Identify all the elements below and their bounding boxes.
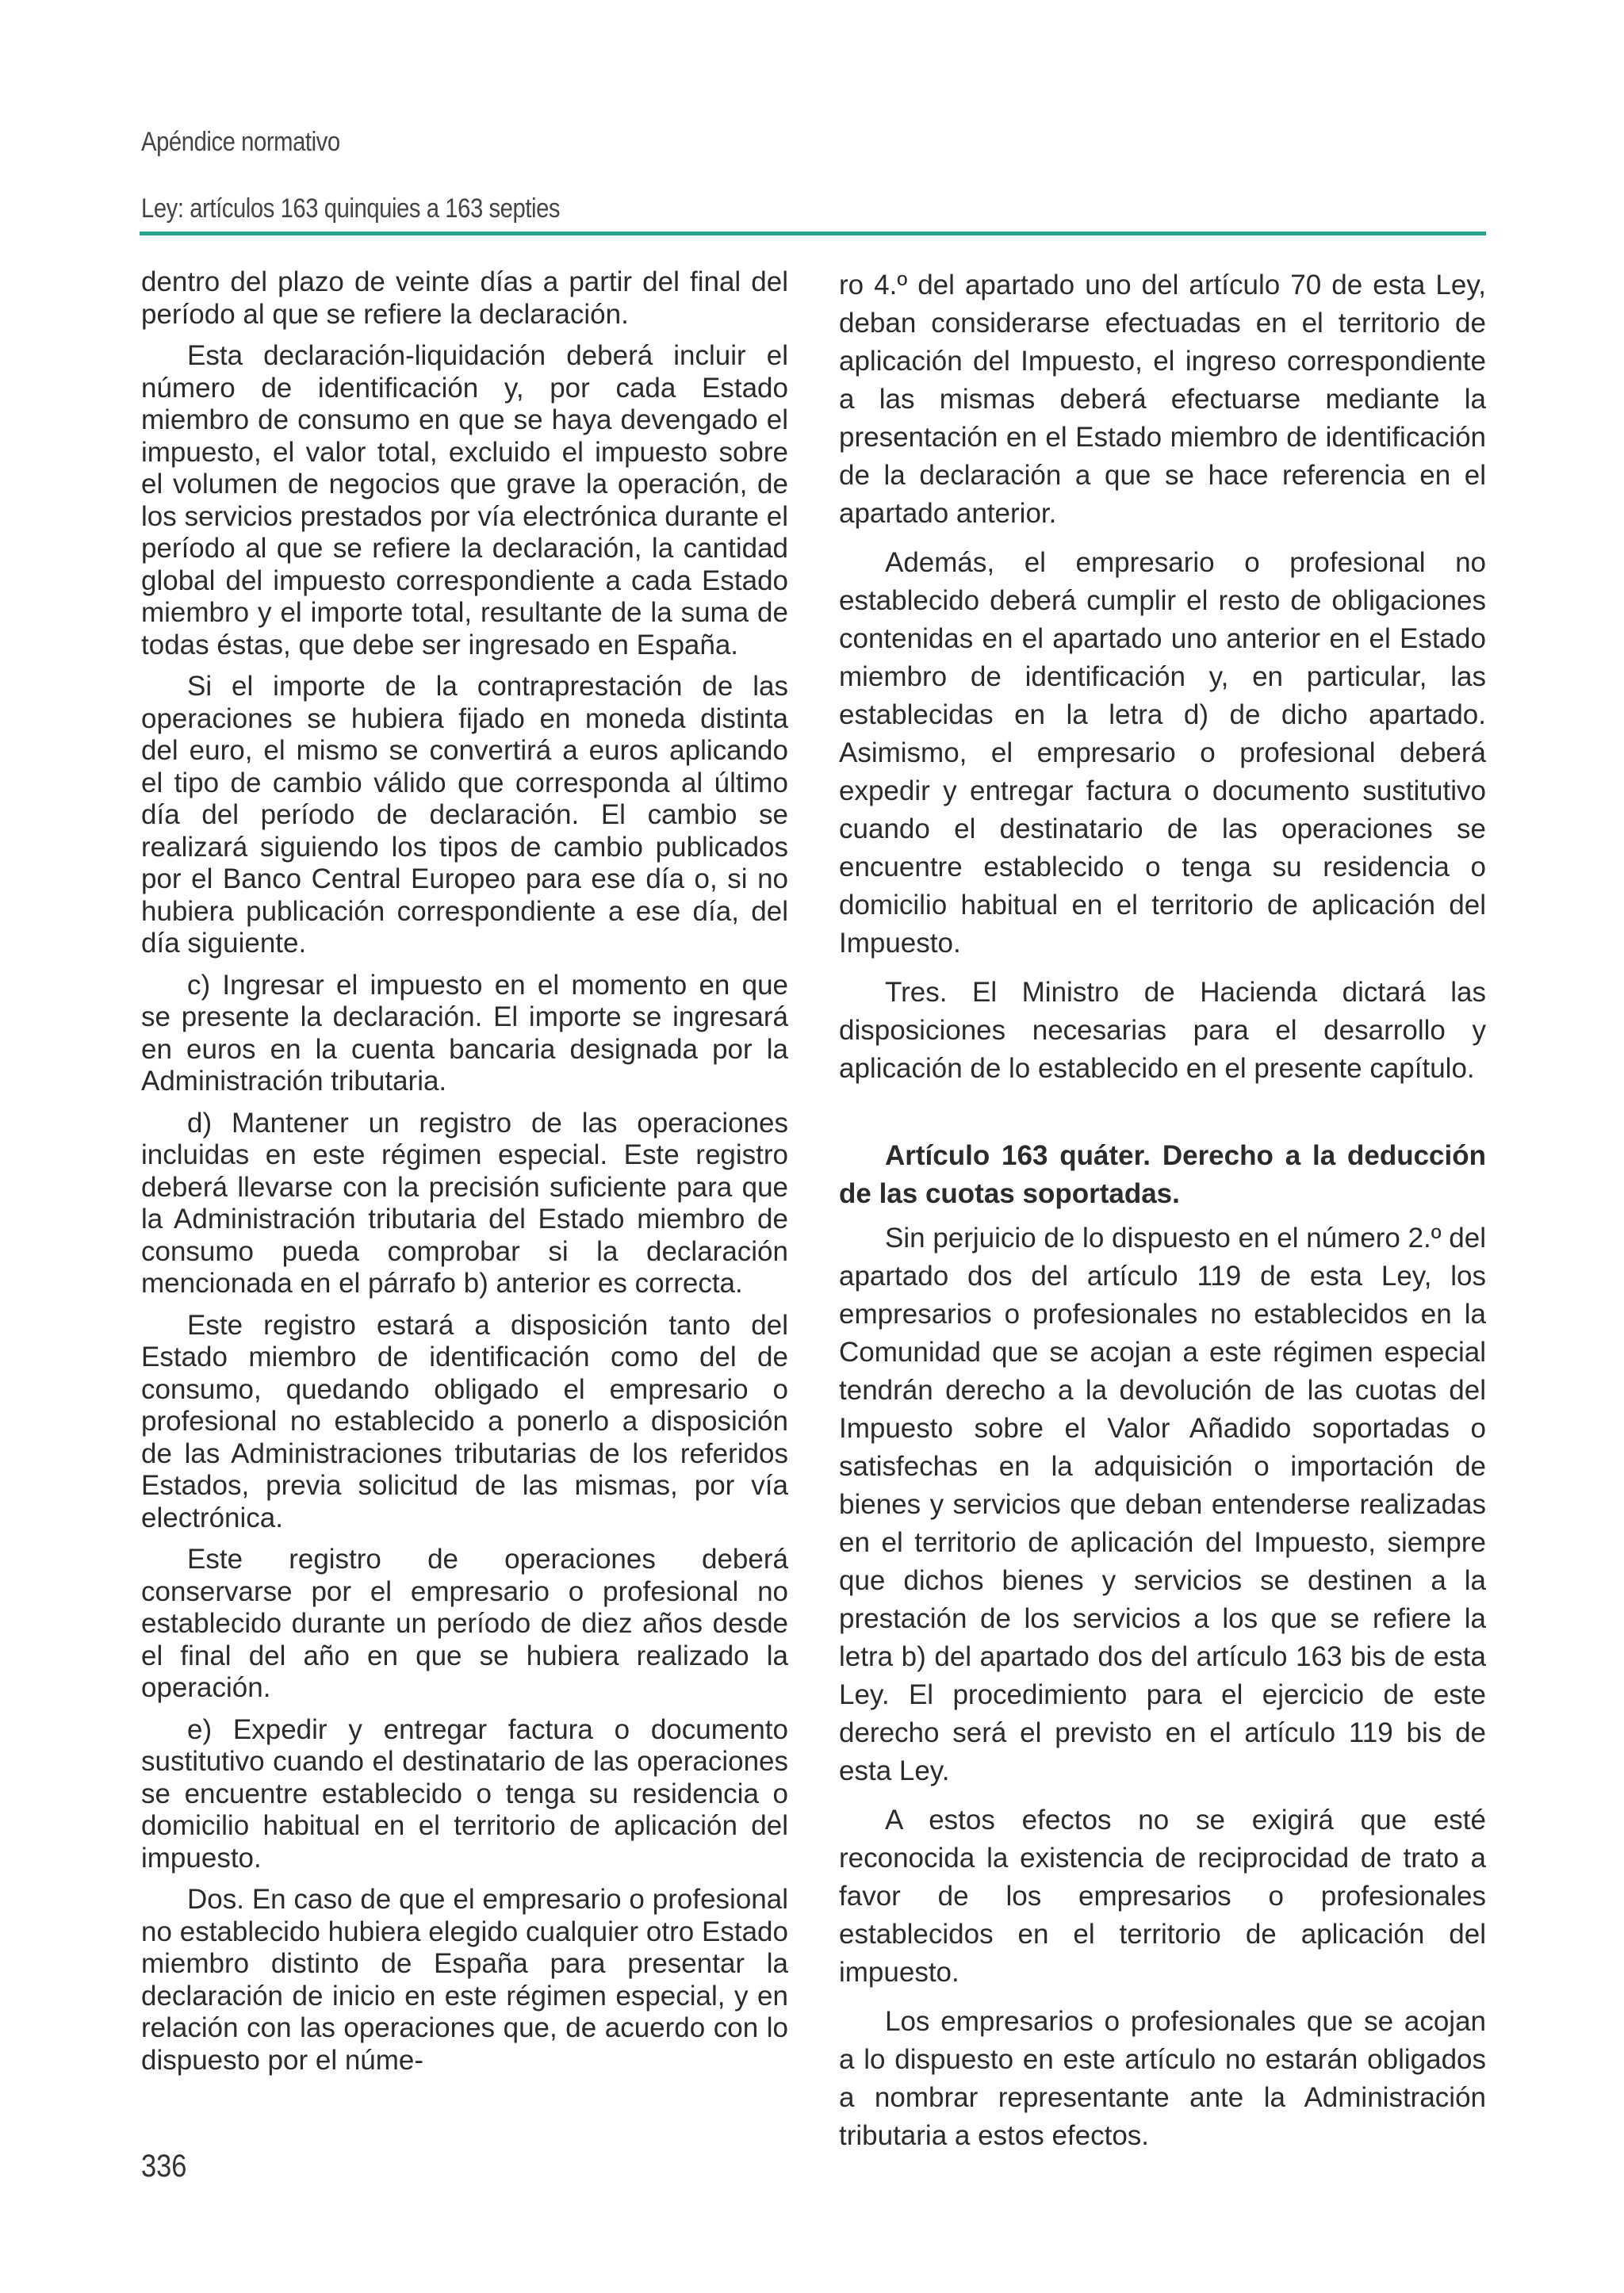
left-paragraph: Este registro estará a disposición tanto del Estado miembro de identificación como del de consumo, quedando obligado el empresario o profesional no establecido a ponerlo a disposición de las Administraciones tributarias de los referidos Estados, previa solicitud de las mismas, por vía electrónica. — [141, 1309, 788, 1533]
right-paragraph: Además, el empresario o profesional no establecido deberá cumplir el resto de obligaciones contenidas en el apartado uno anterior en el Estado miembro de identificación y, en particular, las establecidas en la letra d) de dicho apartado. Asimismo, el empresario o profesional deberá expedir y entregar factura o documento sustitutivo cuando el destinatario de las operaciones se encuentre establecido o tenga su residencia o domicilio habitual en el territorio de aplicación del Impuesto. — [839, 547, 1486, 959]
left-paragraph: Dos. En caso de que el empresario o profesional no establecido hubiera elegido cualquier otro Estado miembro distinto de España para presentar la declaración de inicio en este régimen especial, y en relación con las operaciones que, de acuerdo con lo dispuesto por el núme- — [141, 1884, 788, 2076]
left-paragraph: Esta declaración-liquidación deberá incluir el número de identificación y, por cada Estado miembro de consumo en que se haya devengado el impuesto, el valor total, excluido el impuesto sobre el volumen de negocios que grave la operación, de los servicios prestados por vía electrónica durante el período al que se refiere la declaración, la cantidad global del impuesto correspondiente a cada Estado miembro y el importe total, resultante de la suma de todas éstas, que debe ser ingresado en España. — [141, 340, 788, 660]
left-paragraph: d) Mantener un registro de las operaciones incluidas en este régimen especial. Este registro deberá llevarse con la precisión suficiente para que la Administración tributaria del Estado miembro de consumo pueda comprobar si la declaración mencionada en el párrafo b) anterior es correcta. — [141, 1107, 788, 1299]
left-paragraph: dentro del plazo de veinte días a partir del final del período al que se refiere la declaración. — [141, 266, 788, 330]
right-paragraph: Los empresarios o profesionales que se acojan a lo dispuesto en este artículo no estarán obligados a nombrar representante ante la Administración tributaria a estos efectos. — [839, 2006, 1486, 2151]
left-paragraph: c) Ingresar el impuesto en el momento en que se presente la declaración. El importe se ingresará en euros en la cuenta bancaria designada por la Administración tributaria. — [141, 969, 788, 1097]
left-paragraph: Si el importe de la contraprestación de las operaciones se hubiera fijado en moneda distinta del euro, el mismo se convertirá a euros aplicando el tipo de cambio válido que corresponda al último día del período de declaración. El cambio se realizará siguiendo los tipos de cambio publicados por el Banco Central Europeo para ese día o, si no hubiera publicación correspondiente a ese día, del día siguiente. — [141, 671, 788, 959]
article-heading: Artículo 163 quáter. Derecho a la deducción de las cuotas soportadas. — [839, 1140, 1486, 1209]
right-paragraph: ro 4.º del apartado uno del artículo 70 de esta Ley, deban considerarse efectuadas en el territorio de aplicación del Impuesto, el ingreso correspondiente a las mismas deberá efectuarse mediante la presentación en el Estado miembro de identificación de la declaración a que se hace referencia en el apartado anterior. — [839, 270, 1486, 529]
left-column — [141, 266, 788, 2086]
right-paragraph: Sin perjuicio de lo dispuesto en el número 2.º del apartado dos del artículo 119 de esta Ley, los empresarios o profesionales no establecidos en la Comunidad que se acojan a este régimen especial tendrán derecho a la devolución de las cuotas del Impuesto sobre el Valor Añadido soportadas o satisfechas en la adquisición o importación de bienes y servicios que deban entenderse realizadas en el territorio de aplicación del Impuesto, siempre que dichos bienes y servicios se destinen a la prestación de los servicios a los que se refiere la letra b) del apartado dos del artículo 163 bis de esta Ley. El procedimiento para el ejercicio de este derecho será el previsto en el artículo 119 bis de esta Ley. — [839, 1223, 1486, 1786]
running-header-title: Ley: artículos 163 quinquies a 163 septies — [141, 193, 561, 224]
right-column — [839, 266, 1486, 2166]
left-paragraph: Este registro de operaciones deberá conservarse por el empresario o profesional no establecido durante un período de diez años desde el final del año en que se hubiera realizado la operación. — [141, 1544, 788, 1703]
header-rule — [140, 232, 1486, 235]
right-paragraph: A estos efectos no se exigirá que esté reconocida la existencia de reciprocidad de trato a favor de los empresarios o profesionales establecidos en el territorio de aplicación del impuesto. — [839, 1805, 1486, 1988]
right-paragraph: Tres. El Ministro de Hacienda dictará las disposiciones necesarias para el desarrollo y aplicación de lo establecido en el presente capítulo. — [839, 977, 1486, 1084]
left-paragraph: e) Expedir y entregar factura o documento sustitutivo cuando el destinatario de las operaciones se encuentre establecido o tenga su residencia o domicilio habitual en el territorio de aplicación del impuesto. — [141, 1713, 788, 1874]
running-header-section: Apéndice normativo — [141, 127, 340, 157]
page-number: 336 — [141, 2149, 187, 2184]
